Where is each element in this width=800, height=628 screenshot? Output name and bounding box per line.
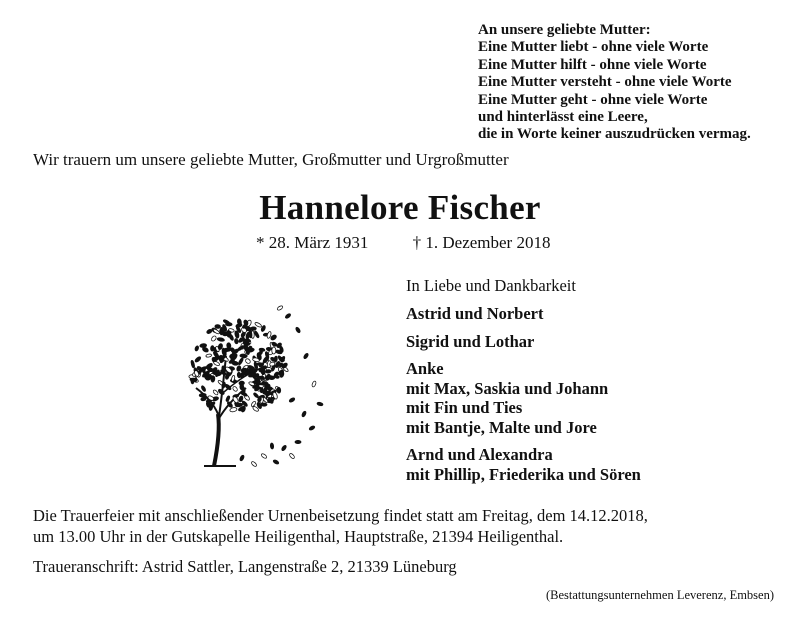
mourner-group <box>406 304 641 324</box>
leaf-mark <box>225 395 230 401</box>
leaf-mark <box>232 361 239 366</box>
leaf-mark <box>303 353 309 360</box>
mourner-line: Arnd und Alexandra <box>406 445 553 464</box>
mourner-line: Sigrid und Lothar <box>406 331 535 351</box>
mourner-line: mit Phillip, Friederika und Sören <box>406 464 641 484</box>
leaf-mark <box>261 453 268 459</box>
mourner-group <box>406 359 641 437</box>
leaf-mark <box>194 345 199 351</box>
mourner-line: mit Bantje, Malte und Jore <box>406 417 597 437</box>
leaf-mark <box>289 453 295 460</box>
mourner-line: Astrid und Norbert <box>406 304 544 323</box>
leaf-mark <box>199 393 206 397</box>
mourner-line: mit Fin und Ties <box>406 398 523 417</box>
leaf-mark <box>285 313 292 319</box>
leaf-mark <box>309 425 316 431</box>
leaf-mark <box>311 381 316 388</box>
leaf-mark <box>217 388 225 395</box>
leaf-mark <box>273 459 280 465</box>
leaf-mark <box>210 346 214 352</box>
leaf-mark <box>251 461 258 467</box>
leaf-mark <box>277 305 284 311</box>
leaf-mark <box>295 440 301 443</box>
poem-line: Eine Mutter liebt - ohne viele Worte <box>478 39 709 56</box>
leaf-mark <box>289 397 296 403</box>
mourner-group <box>406 445 641 484</box>
poem-block <box>478 22 788 144</box>
leaf-mark <box>245 358 252 364</box>
leaf-mark <box>239 455 245 462</box>
leaf-mark <box>245 332 250 340</box>
poem-line: Eine Mutter versteht - ohne viele Worte <box>478 74 732 91</box>
leaf-mark <box>194 356 201 363</box>
ceremony-line: um 13.00 Uhr in der Gutskapelle Heiligenthal, Hauptstraße, 21394 Heiligenthal. <box>33 527 564 546</box>
ceremony-line: Die Trauerfeier mit anschließender Urnenbeisetzung findet statt am Freitag, dem 14.12.2018, <box>33 506 648 525</box>
mourner-line: mit Max, Saskia und Johann <box>406 378 609 398</box>
leaf-mark <box>201 385 207 392</box>
leaf-mark <box>239 381 245 385</box>
poem-line: Eine Mutter geht - ohne viele Worte <box>478 91 708 108</box>
leaf-mark <box>250 327 256 331</box>
leaf-mark <box>212 389 218 395</box>
birth-date: * 28. März 1931 <box>256 233 369 252</box>
mourner-group <box>406 332 641 352</box>
life-dates <box>256 233 550 253</box>
mourners-block <box>406 276 641 492</box>
leaf-mark <box>215 324 221 328</box>
dedication-line: In Liebe und Dankbarkeit <box>406 276 576 295</box>
mourning-address: Traueranschrift: Astrid Sattler, Langenstraße 2, 21339 Lüneburg <box>33 557 457 576</box>
leaf-mark <box>211 376 215 383</box>
ceremony-info <box>33 505 648 547</box>
leaf-mark <box>200 343 207 347</box>
leaf-mark <box>190 378 197 381</box>
poem-line: und hinterlässt eine Leere, <box>478 109 648 126</box>
leaf-mark <box>272 347 276 354</box>
leaf-mark <box>277 387 281 393</box>
leaf-mark <box>217 337 225 342</box>
poem-line: An unsere geliebte Mutter: <box>478 22 651 38</box>
leaf-mark <box>238 357 244 365</box>
leaf-mark <box>281 445 287 452</box>
leaf-mark <box>206 329 212 335</box>
leaf-mark <box>190 360 195 368</box>
leaf-mark <box>253 392 259 398</box>
leaf-mark <box>213 361 220 367</box>
death-date: † 1. Dezember 2018 <box>412 233 551 252</box>
leaf-mark <box>317 402 324 407</box>
windblown-tree-icon <box>180 296 330 476</box>
deceased-name: Hannelore Fischer <box>259 188 541 227</box>
leaf-mark <box>270 443 274 449</box>
mourner-line: Anke <box>406 359 444 378</box>
poem-line: Eine Mutter hilft - ohne viele Worte <box>478 56 707 73</box>
leaf-mark <box>301 411 307 418</box>
leaf-mark <box>295 327 301 334</box>
leaf-mark <box>274 356 278 362</box>
leaf-mark <box>265 369 271 373</box>
poem-line: die in Worte keiner auszudrücken vermag. <box>478 126 751 143</box>
leaf-mark <box>211 335 217 342</box>
leaf-mark <box>225 322 232 326</box>
leaf-mark <box>206 354 212 358</box>
leaf-mark <box>201 397 207 401</box>
undertaker-credit: (Bestattungsunternehmen Leverenz, Embsen) <box>545 588 774 602</box>
leaf-mark <box>251 401 257 407</box>
leaf-mark <box>232 386 238 392</box>
leaf-mark <box>234 338 238 344</box>
leaf-mark <box>244 343 248 351</box>
intro-text: Wir trauern um unsere geliebte Mutter, Großmutter und Urgroßmutter <box>33 150 509 169</box>
